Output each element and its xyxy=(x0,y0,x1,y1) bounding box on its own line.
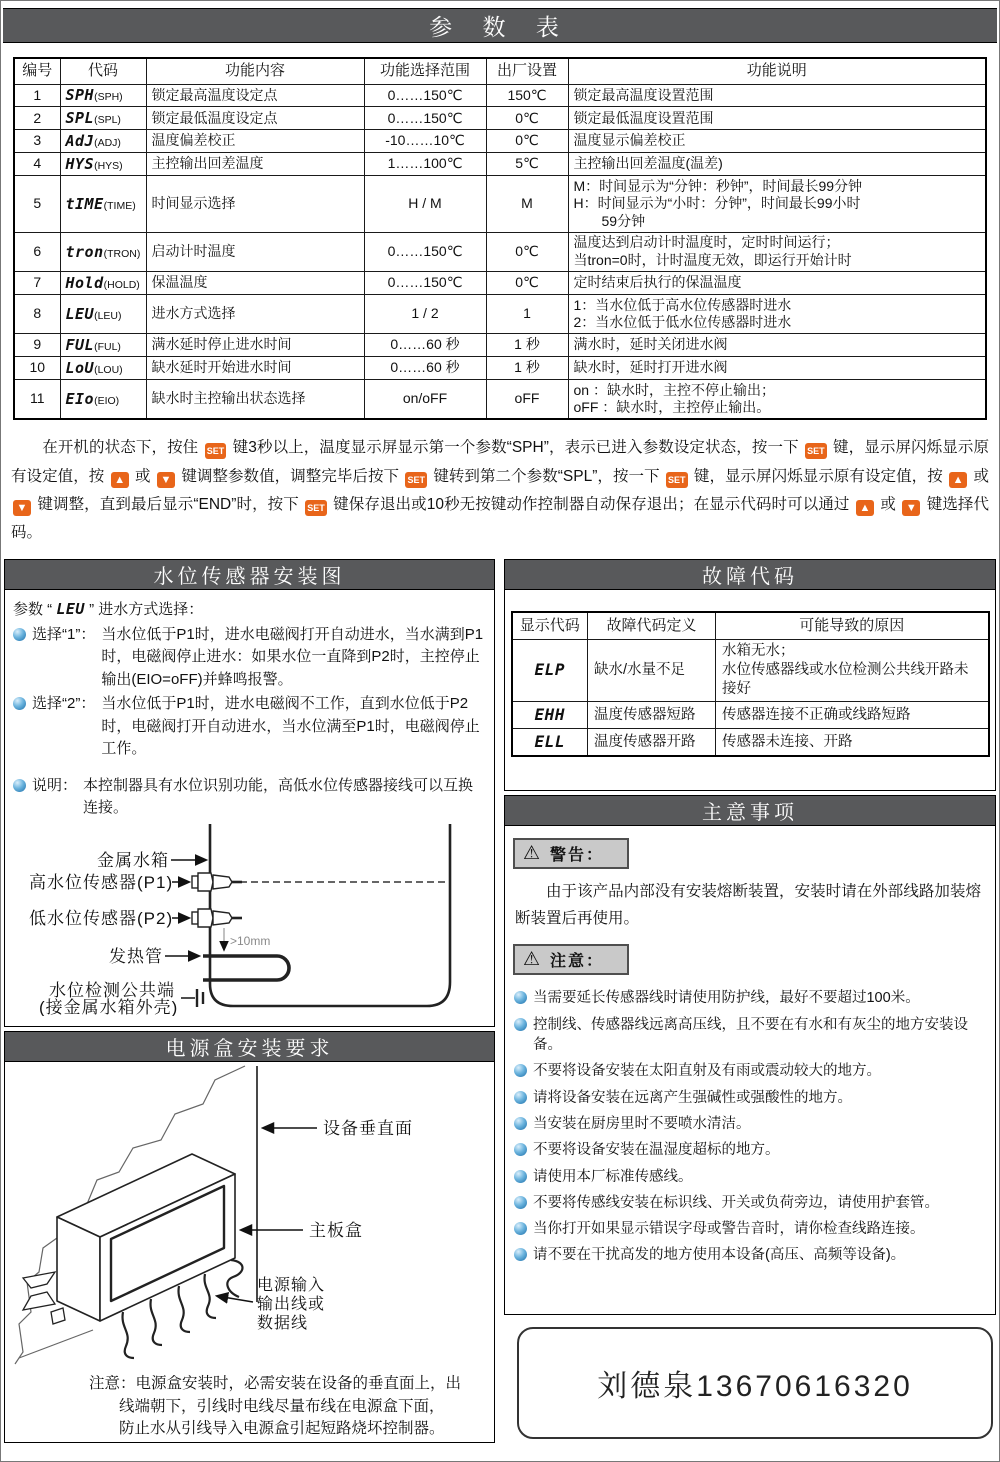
fault-code-text: ELL xyxy=(534,731,565,751)
instruction-text: 键，显示屏闪烁显示原有设定值，按 xyxy=(11,439,990,485)
param-range: 1……100℃ xyxy=(364,153,486,176)
notice-bullet xyxy=(514,1088,989,1108)
down-key-icon: ▼ xyxy=(13,500,31,516)
notice-bullet-text: 请将设备安装在远离产生强碱性或强酸性的地方。 xyxy=(533,1089,852,1106)
param-range: 0……150℃ xyxy=(364,107,486,130)
param-desc-line: 满水时，延时关闭进水阀 xyxy=(573,336,728,353)
param-code-sub: (EIO) xyxy=(94,394,120,407)
bullet-dot-icon xyxy=(514,1248,527,1261)
param-no: 3 xyxy=(14,130,60,153)
leu-code: LEU xyxy=(56,600,85,619)
param-range: -10……10℃ xyxy=(364,130,486,153)
bullet-dot-icon xyxy=(514,1117,527,1130)
contact-box xyxy=(517,1327,993,1439)
param-row xyxy=(14,176,986,233)
main-board-box-label: 主板盒 xyxy=(309,1221,363,1241)
fault-col-cause: 可能导致的原因 xyxy=(716,612,989,639)
param-content: 时间显示选择 xyxy=(146,176,364,233)
fault-code xyxy=(512,639,588,702)
col-header-content: 功能内容 xyxy=(146,58,364,84)
right-column xyxy=(504,559,996,1439)
fault-col-definition: 故障代码定义 xyxy=(588,612,716,639)
set-key-icon: SET xyxy=(305,500,327,516)
power-box-section xyxy=(4,1031,495,1443)
p1-label: 高水位传感器(P1) xyxy=(29,872,174,892)
param-range: on/oFF xyxy=(364,380,486,420)
notice-bullet-text: 请使用本厂标准传感线。 xyxy=(533,1168,693,1185)
fault-definition: 温度传感器开路 xyxy=(588,729,716,756)
param-code xyxy=(60,357,146,380)
instruction-text: 键调整，直到最后显示“END”时，按下 xyxy=(33,495,304,513)
param-range: 0……60 秒 xyxy=(364,334,486,357)
heater-label: 发热管 xyxy=(109,946,163,966)
param-desc xyxy=(568,176,986,233)
param-desc xyxy=(568,295,986,334)
param-desc-line: 缺水时，延时打开进水阀 xyxy=(573,359,728,376)
up-key-icon: ▲ xyxy=(856,500,874,516)
param-desc xyxy=(568,107,986,130)
notice-bullet-text: 控制线、传感器线远离高压线，且不要在有水和有灰尘的地方安装设备。 xyxy=(533,1016,968,1054)
param-desc xyxy=(568,334,986,357)
param-row xyxy=(14,107,986,130)
instruction-text: 键调整参数值，调整完毕后按下 xyxy=(176,467,404,485)
parameter-table xyxy=(13,57,987,420)
bullet-dot-icon xyxy=(514,991,527,1004)
bullet-dot-icon xyxy=(13,628,26,641)
param-no: 9 xyxy=(14,334,60,357)
param-row xyxy=(14,130,986,153)
param-desc-line: 温度达到启动计时温度时，定时时间运行； xyxy=(573,234,840,251)
param-default: 1 秒 xyxy=(486,334,568,357)
notice-bullet-text: 当你打开如果显示错误字母或警告音时，请你检查线路连接。 xyxy=(533,1221,925,1238)
fault-code-text: EHH xyxy=(534,704,565,724)
set-key-icon: SET xyxy=(805,443,827,459)
set-key-icon: SET xyxy=(666,472,688,488)
fault-cause xyxy=(716,729,989,756)
warning-box xyxy=(513,838,629,869)
param-code-text: AdJ xyxy=(65,131,95,150)
sensor-bullet xyxy=(13,693,488,761)
param-code-sub: (TIME) xyxy=(103,199,136,212)
fault-section-title: 故障代码 xyxy=(505,560,995,590)
gap-dimension-label: >10mm xyxy=(230,933,271,948)
param-no: 2 xyxy=(14,107,60,130)
param-code-sub: (ADJ) xyxy=(94,136,121,149)
notice-bullet xyxy=(514,1167,989,1187)
param-code-sub: (TRON) xyxy=(103,247,141,260)
param-range: 0……150℃ xyxy=(364,232,486,271)
param-default: 150℃ xyxy=(486,84,568,107)
param-no: 7 xyxy=(14,272,60,295)
param-code-text: FUL xyxy=(65,335,95,354)
param-code-text: Hold xyxy=(65,273,104,292)
fault-cause xyxy=(716,702,989,729)
p2-label: 低水位传感器(P2) xyxy=(29,908,174,928)
sensor-bullet xyxy=(13,775,488,820)
param-code xyxy=(60,272,146,295)
two-column-area xyxy=(4,559,996,1443)
param-row xyxy=(14,272,986,295)
bullet-dot-icon xyxy=(514,1196,527,1209)
sensor-section-title: 水位传感器安装图 xyxy=(5,560,494,590)
leu-intro-suffix: ” 进水方式选择： xyxy=(84,601,204,619)
param-default: 0℃ xyxy=(486,272,568,295)
instruction-text: 或 xyxy=(130,467,155,485)
instruction-text: 键保存退出或10秒无按键动作控制器自动保存退出；在显示代码时可以通过 xyxy=(328,495,854,513)
notice-bullet xyxy=(514,1140,989,1160)
instruction-text: 在开机的状态下，按住 xyxy=(11,439,203,457)
param-desc-line: 2：当水位低于低水位传感器时进水 xyxy=(573,314,792,331)
param-content: 锁定最低温度设定点 xyxy=(146,107,364,130)
sensor-bullet-list xyxy=(13,624,488,820)
param-desc xyxy=(568,357,986,380)
power-section-title: 电源盒安装要求 xyxy=(5,1032,494,1062)
param-code-sub: (LEU) xyxy=(94,309,122,322)
caution-triangle-icon: ⚠ xyxy=(523,949,541,971)
sensor-bullet-label: 选择“1”： xyxy=(32,625,96,643)
param-content: 锁定最高温度设定点 xyxy=(146,84,364,107)
param-table-body xyxy=(14,84,986,419)
notice-bullet-text: 不要将设备安装在太阳直射及有雨或震动较大的地方。 xyxy=(533,1063,881,1080)
param-desc-line: 当tron=0时，计时温度无效，即运行开始计时 xyxy=(573,252,852,269)
down-key-icon: ▼ xyxy=(902,500,920,516)
fault-col-code: 显示代码 xyxy=(512,612,588,639)
param-default: 0℃ xyxy=(486,232,568,271)
param-no: 1 xyxy=(14,84,60,107)
param-content: 满水延时停止进水时间 xyxy=(146,334,364,357)
param-code-sub: (FUL) xyxy=(94,340,121,353)
bullet-dot-icon xyxy=(514,1018,527,1031)
param-desc-line: 主控输出回差温度(温差) xyxy=(573,155,723,172)
contact-text: 刘德泉13670616320 xyxy=(597,1370,913,1404)
param-code-text: tIME xyxy=(65,194,104,213)
fault-code-table xyxy=(511,611,990,757)
up-key-icon: ▲ xyxy=(949,472,967,488)
param-row xyxy=(14,84,986,107)
sensor-p2-icon xyxy=(192,909,242,927)
wires-label-3: 数据线 xyxy=(257,1315,309,1333)
param-code xyxy=(60,107,146,130)
leu-intro-line xyxy=(13,598,488,622)
fault-definition: 缺水/水量不足 xyxy=(588,639,716,702)
sensor-bullet-text: 本控制器具有水位识别功能，高低水位传感器接线可以互换连接。 xyxy=(83,776,474,817)
down-key-icon: ▼ xyxy=(157,472,175,488)
param-row xyxy=(14,153,986,176)
param-content: 主控输出回差温度 xyxy=(146,153,364,176)
instruction-text: 或 xyxy=(969,467,989,485)
sensor-bullet-label: 说明： xyxy=(32,776,78,794)
param-content: 进水方式选择 xyxy=(146,295,364,334)
left-column xyxy=(4,559,495,1443)
param-default: oFF xyxy=(486,380,568,420)
param-code-text: EIo xyxy=(65,389,95,408)
instruction-text: 键选择代码。 xyxy=(11,495,990,541)
param-code xyxy=(60,380,146,420)
param-code-text: LEU xyxy=(65,304,95,323)
common-terminal-icon xyxy=(181,989,203,1007)
notice-bullet xyxy=(514,1193,989,1213)
param-code-text: SPH xyxy=(65,86,95,104)
param-code-text: LoU xyxy=(65,358,95,377)
fault-table-body xyxy=(512,639,989,756)
param-code xyxy=(60,232,146,271)
notice-bullet-text: 不要将传感线安装在标识线、开关或负荷旁边，请使用护套管。 xyxy=(533,1194,939,1211)
param-code xyxy=(60,176,146,233)
param-default: 1 xyxy=(486,295,568,334)
fault-cause-line: 传感器连接不正确或线路短路 xyxy=(722,706,911,723)
param-code-text: SPL xyxy=(65,108,95,127)
param-row xyxy=(14,380,986,420)
bullet-dot-icon xyxy=(13,697,26,710)
warning-text: 由于该产品内部没有安装熔断装置，安装时请在外部线路加装熔断装置后再使用。 xyxy=(515,883,981,928)
param-row xyxy=(14,232,986,271)
param-range: 0……150℃ xyxy=(364,84,486,107)
param-no: 8 xyxy=(14,295,60,334)
fault-cause-line: 水位传感器线或水位检测公共线开路未接好 xyxy=(722,662,969,697)
notice-bullet xyxy=(514,988,989,1008)
bullet-dot-icon xyxy=(514,1170,527,1183)
param-desc-line: H：时间显示为“小时：分钟”，时间最长99小时 xyxy=(573,195,861,212)
param-content: 缺水时主控输出状态选择 xyxy=(146,380,364,420)
notice-bullet xyxy=(514,1245,989,1265)
col-header-code: 代码 xyxy=(60,58,146,84)
tank-label: 金属水箱 xyxy=(97,850,169,870)
param-desc xyxy=(568,232,986,271)
page-title: 参 数 表 xyxy=(3,8,997,43)
param-code-sub: (HYS) xyxy=(94,159,123,172)
notice-bullet-text: 当需要延长传感器线时请使用防护线，最好不要超过100米。 xyxy=(533,990,920,1007)
bullet-dot-icon xyxy=(13,779,26,792)
bullet-dot-icon xyxy=(514,1143,527,1156)
param-code-text: HYS xyxy=(65,154,95,173)
fault-code xyxy=(512,702,588,729)
param-code-sub: (LOU) xyxy=(94,363,123,376)
water-tank-diagram xyxy=(5,820,486,1016)
param-desc xyxy=(568,84,986,107)
sensor-bullet-text: 当水位低于P1时，进水电磁阀打开自动进水，当水满到P1时，电磁阀停止进水：如果水位一直降到P2时，主控停止输出(EIO=oFF)并蜂鸣报警。 xyxy=(101,625,484,688)
notice-bullet-text: 不要将设备安装在温湿度超标的地方。 xyxy=(533,1142,780,1159)
param-code xyxy=(60,153,146,176)
param-code-sub: (SPL) xyxy=(94,113,121,126)
param-no: 5 xyxy=(14,176,60,233)
param-code xyxy=(60,334,146,357)
bullet-dot-icon xyxy=(514,1222,527,1235)
fault-row xyxy=(512,639,989,702)
sensor-section-text xyxy=(5,590,494,820)
param-desc-line: 1：当水位低于高水位传感器时进水 xyxy=(573,296,792,313)
sensor-bullet xyxy=(13,624,488,692)
param-range: 0……60 秒 xyxy=(364,357,486,380)
col-header-range: 功能选择范围 xyxy=(364,58,486,84)
wires-arrow xyxy=(217,1296,253,1302)
param-code xyxy=(60,84,146,107)
wires-label-2: 输出线或 xyxy=(257,1296,326,1314)
power-note-line: 线端朝下，引线时电线尽量布线在电源盒下面， xyxy=(119,1397,445,1415)
sensor-p1-icon xyxy=(192,873,242,891)
instruction-text: 键3秒以上，温度显示屏显示第一个参数“SPH”，表示已进入参数设定状态，按一下 xyxy=(228,439,804,457)
sensor-install-section xyxy=(4,559,495,1027)
param-desc-line: on ：缺水时，主控不停止输出； xyxy=(573,381,775,398)
notice-section xyxy=(504,795,996,1315)
param-content: 启动计时温度 xyxy=(146,232,364,271)
bullet-dot-icon xyxy=(514,1064,527,1077)
param-row xyxy=(14,357,986,380)
parameter-table-header-row xyxy=(14,58,986,84)
param-default: 0℃ xyxy=(486,130,568,153)
wires-label-1: 电源输入 xyxy=(257,1277,326,1295)
param-code-sub: (SPH) xyxy=(94,91,123,103)
col-header-default: 出厂设置 xyxy=(486,58,568,84)
instruction-paragraph xyxy=(11,434,989,547)
power-install-note xyxy=(89,1373,485,1440)
instruction-text: 键转到第二个参数“SPL”，按一下 xyxy=(428,467,665,485)
fault-code-section xyxy=(504,559,996,791)
fault-row xyxy=(512,702,989,729)
sensor-bullet-text: 当水位低于P1时，进水电磁阀不工作，直到水位低于P2时，电磁阀打开自动进水，当水位满至P1时，电磁阀停止工作。 xyxy=(101,695,480,758)
common-terminal-label-2: (接金属水箱外壳) xyxy=(39,997,179,1016)
param-desc-line: M：时间显示为“分钟：秒钟”，时间最长99分钟 xyxy=(573,177,863,194)
param-range: 1 / 2 xyxy=(364,295,486,334)
power-note-line: 注意：电源盒安装时，必需安装在设备的垂直面上，出 xyxy=(89,1375,462,1393)
param-desc xyxy=(568,130,986,153)
notice-bullet xyxy=(514,1061,989,1081)
param-code xyxy=(60,295,146,334)
param-no: 11 xyxy=(14,380,60,420)
param-code-text: tron xyxy=(65,242,104,261)
param-range: 0……150℃ xyxy=(364,272,486,295)
param-desc-line: 锁定最低温度设置范围 xyxy=(573,109,714,126)
fault-definition: 温度传感器短路 xyxy=(588,702,716,729)
param-content: 保温温度 xyxy=(146,272,364,295)
param-desc-line: 定时结束后执行的保温温度 xyxy=(573,274,742,291)
set-key-icon: SET xyxy=(405,472,427,488)
instruction-text: 键，显示屏闪烁显示原有设定值，按 xyxy=(689,467,948,485)
common-terminal-label-1: 水位检测公共端 xyxy=(49,980,175,1000)
param-code xyxy=(60,130,146,153)
sensor-bullet-label: 选择“2”： xyxy=(32,695,96,713)
param-default: M xyxy=(486,176,568,233)
caution-box xyxy=(513,944,629,975)
param-content: 缺水延时开始进水时间 xyxy=(146,357,364,380)
param-no: 6 xyxy=(14,232,60,271)
param-desc-line: 温度显示偏差校正 xyxy=(573,132,686,149)
param-code-sub: (HOLD) xyxy=(103,278,140,291)
power-note-line: 防止水从引线导入电源盒引起短路烧坏控制器。 xyxy=(119,1420,445,1438)
fault-code-text: ELP xyxy=(534,660,565,680)
param-no: 4 xyxy=(14,153,60,176)
fault-cause xyxy=(716,639,989,702)
fault-code xyxy=(512,729,588,756)
warning-triangle-icon: ⚠ xyxy=(523,843,541,865)
up-key-icon: ▲ xyxy=(111,472,129,488)
param-content: 温度偏差校正 xyxy=(146,130,364,153)
param-default: 5℃ xyxy=(486,153,568,176)
param-desc-line: oFF ：缺水时，主控停止输出。 xyxy=(573,399,771,416)
param-range: H / M xyxy=(364,176,486,233)
notice-bullet-text: 当安装在厨房里时不要喷水清洁。 xyxy=(533,1115,751,1132)
instruction-text: 或 xyxy=(875,495,901,513)
notice-bullet-text: 请不要在干扰高发的地方使用本设备(高压、高频等设备)。 xyxy=(533,1247,906,1264)
fault-table-header-row xyxy=(512,612,989,639)
fault-cause-line: 传感器未连接、开路 xyxy=(722,733,853,750)
set-key-icon: SET xyxy=(205,443,227,459)
param-desc-line: 锁定最高温度设置范围 xyxy=(573,86,714,103)
param-row xyxy=(14,295,986,334)
param-default: 1 秒 xyxy=(486,357,568,380)
param-desc xyxy=(568,153,986,176)
notice-bullet xyxy=(514,1015,989,1056)
fault-cause-line: 水箱无水； xyxy=(722,643,795,660)
fault-row xyxy=(512,729,989,756)
col-header-no: 编号 xyxy=(14,58,60,84)
param-desc xyxy=(568,380,986,420)
notice-bullet-list xyxy=(514,988,989,1265)
vertical-surface-label: 设备垂直面 xyxy=(323,1119,413,1139)
warning-label: 警告： xyxy=(550,847,605,865)
heater-tube-icon xyxy=(203,956,289,980)
param-default: 0℃ xyxy=(486,107,568,130)
leu-intro-prefix: 参数 “ xyxy=(13,601,57,619)
wall-bottom-edge xyxy=(19,1330,93,1358)
notice-bullet xyxy=(514,1114,989,1134)
caution-label: 注意： xyxy=(550,953,605,971)
notice-section-title: 主意事项 xyxy=(505,796,995,826)
power-box-diagram xyxy=(5,1062,486,1366)
param-no: 10 xyxy=(14,357,60,380)
col-header-desc: 功能说明 xyxy=(568,58,986,84)
param-desc xyxy=(568,272,986,295)
bullet-dot-icon xyxy=(514,1091,527,1104)
notice-bullet xyxy=(514,1219,989,1239)
param-row xyxy=(14,334,986,357)
param-desc-line: 59分钟 xyxy=(573,212,646,229)
